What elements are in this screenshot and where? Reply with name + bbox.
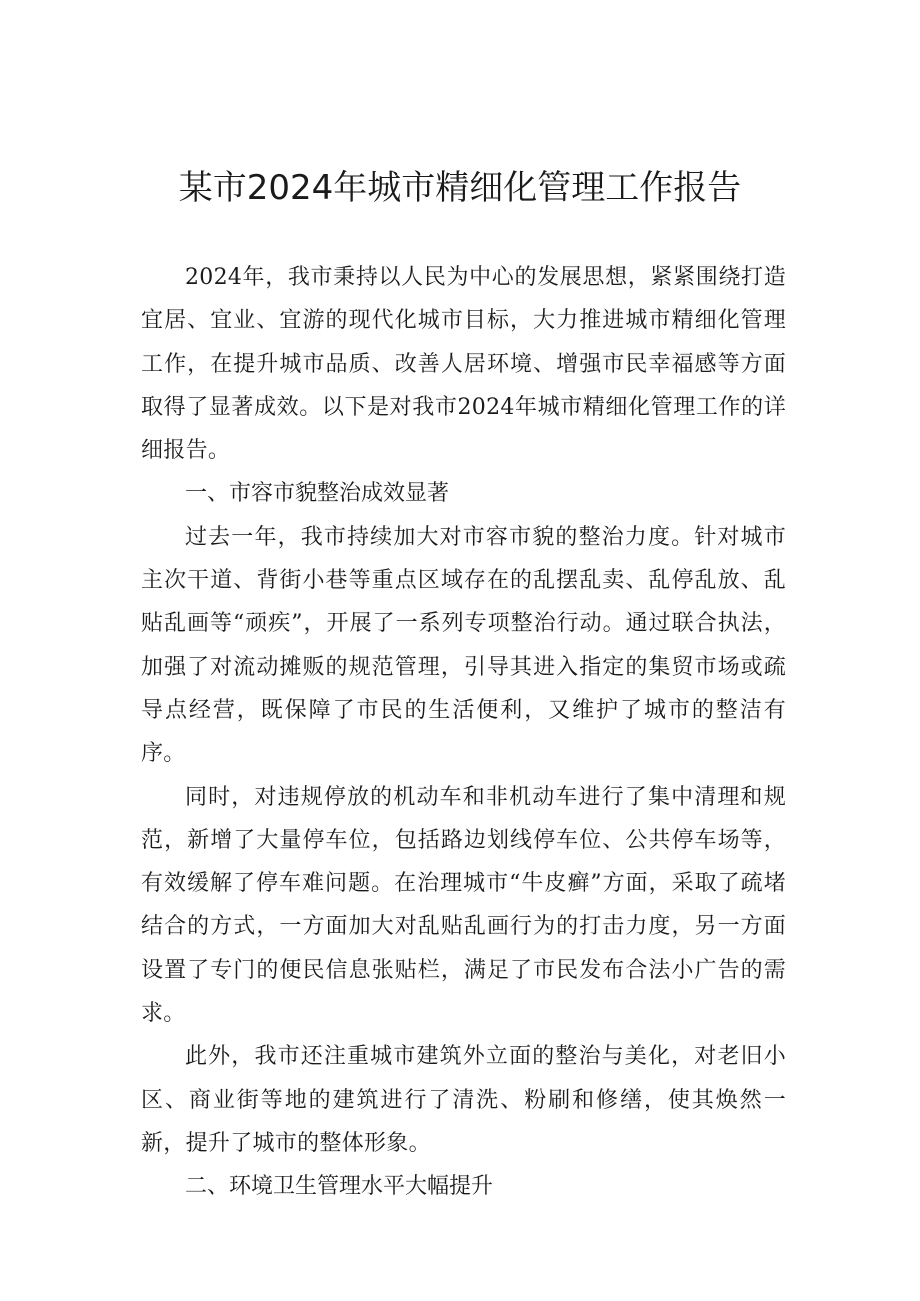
document-title: 某市2024年城市精细化管理工作报告 [178, 168, 742, 208]
section-heading-1: 一、市容市貌整治成效显著 [185, 481, 450, 507]
section-1-paragraph-1: 过去一年，我市持续加大对市容市貌的整治力度。针对城市主次干道、背街小巷等重点区域存在的乱摆乱卖、乱停乱放、乱贴乱画等“顽疾”，开展了一系列专项整治行动。通过联合执法，加强了对流动摊贩的规范管理，引导其进入指定的集贸市场或疏导点经营，既保障了市民的生活便利，又维护了城市的整洁有序。 [141, 524, 786, 767]
document-body [141, 256, 786, 1209]
intro-paragraph: 2024年，我市秉持以人民为中心的发展思想，紧紧围绕打造宜居、宜业、宜游的现代化城市目标，大力推进城市精细化管理工作，在提升城市品质、改善人居环境、增强市民幸福感等方面取得了显著成效。以下是对我市2024年城市精细化管理工作的详细报告。 [141, 265, 786, 464]
section-1-paragraph-2: 同时，对违规停放的机动车和非机动车进行了集中清理和规范，新增了大量停车位，包括路边划线停车位、公共停车场等，有效缓解了停车难问题。在治理城市“牛皮癣”方面，采取了疏堵结合的方式，一方面加大对乱贴乱画行为的打击力度，另一方面设置了专门的便民信息张贴栏，满足了市民发布合法小广告的需求。 [141, 784, 786, 1027]
section-1-paragraph-3: 此外，我市还注重城市建筑外立面的整治与美化，对老旧小区、商业街等地的建筑进行了清洗、粉刷和修缮，使其焕然一新，提升了城市的整体形象。 [141, 1044, 786, 1156]
section-heading-2: 二、环境卫生管理水平大幅提升 [185, 1174, 494, 1200]
